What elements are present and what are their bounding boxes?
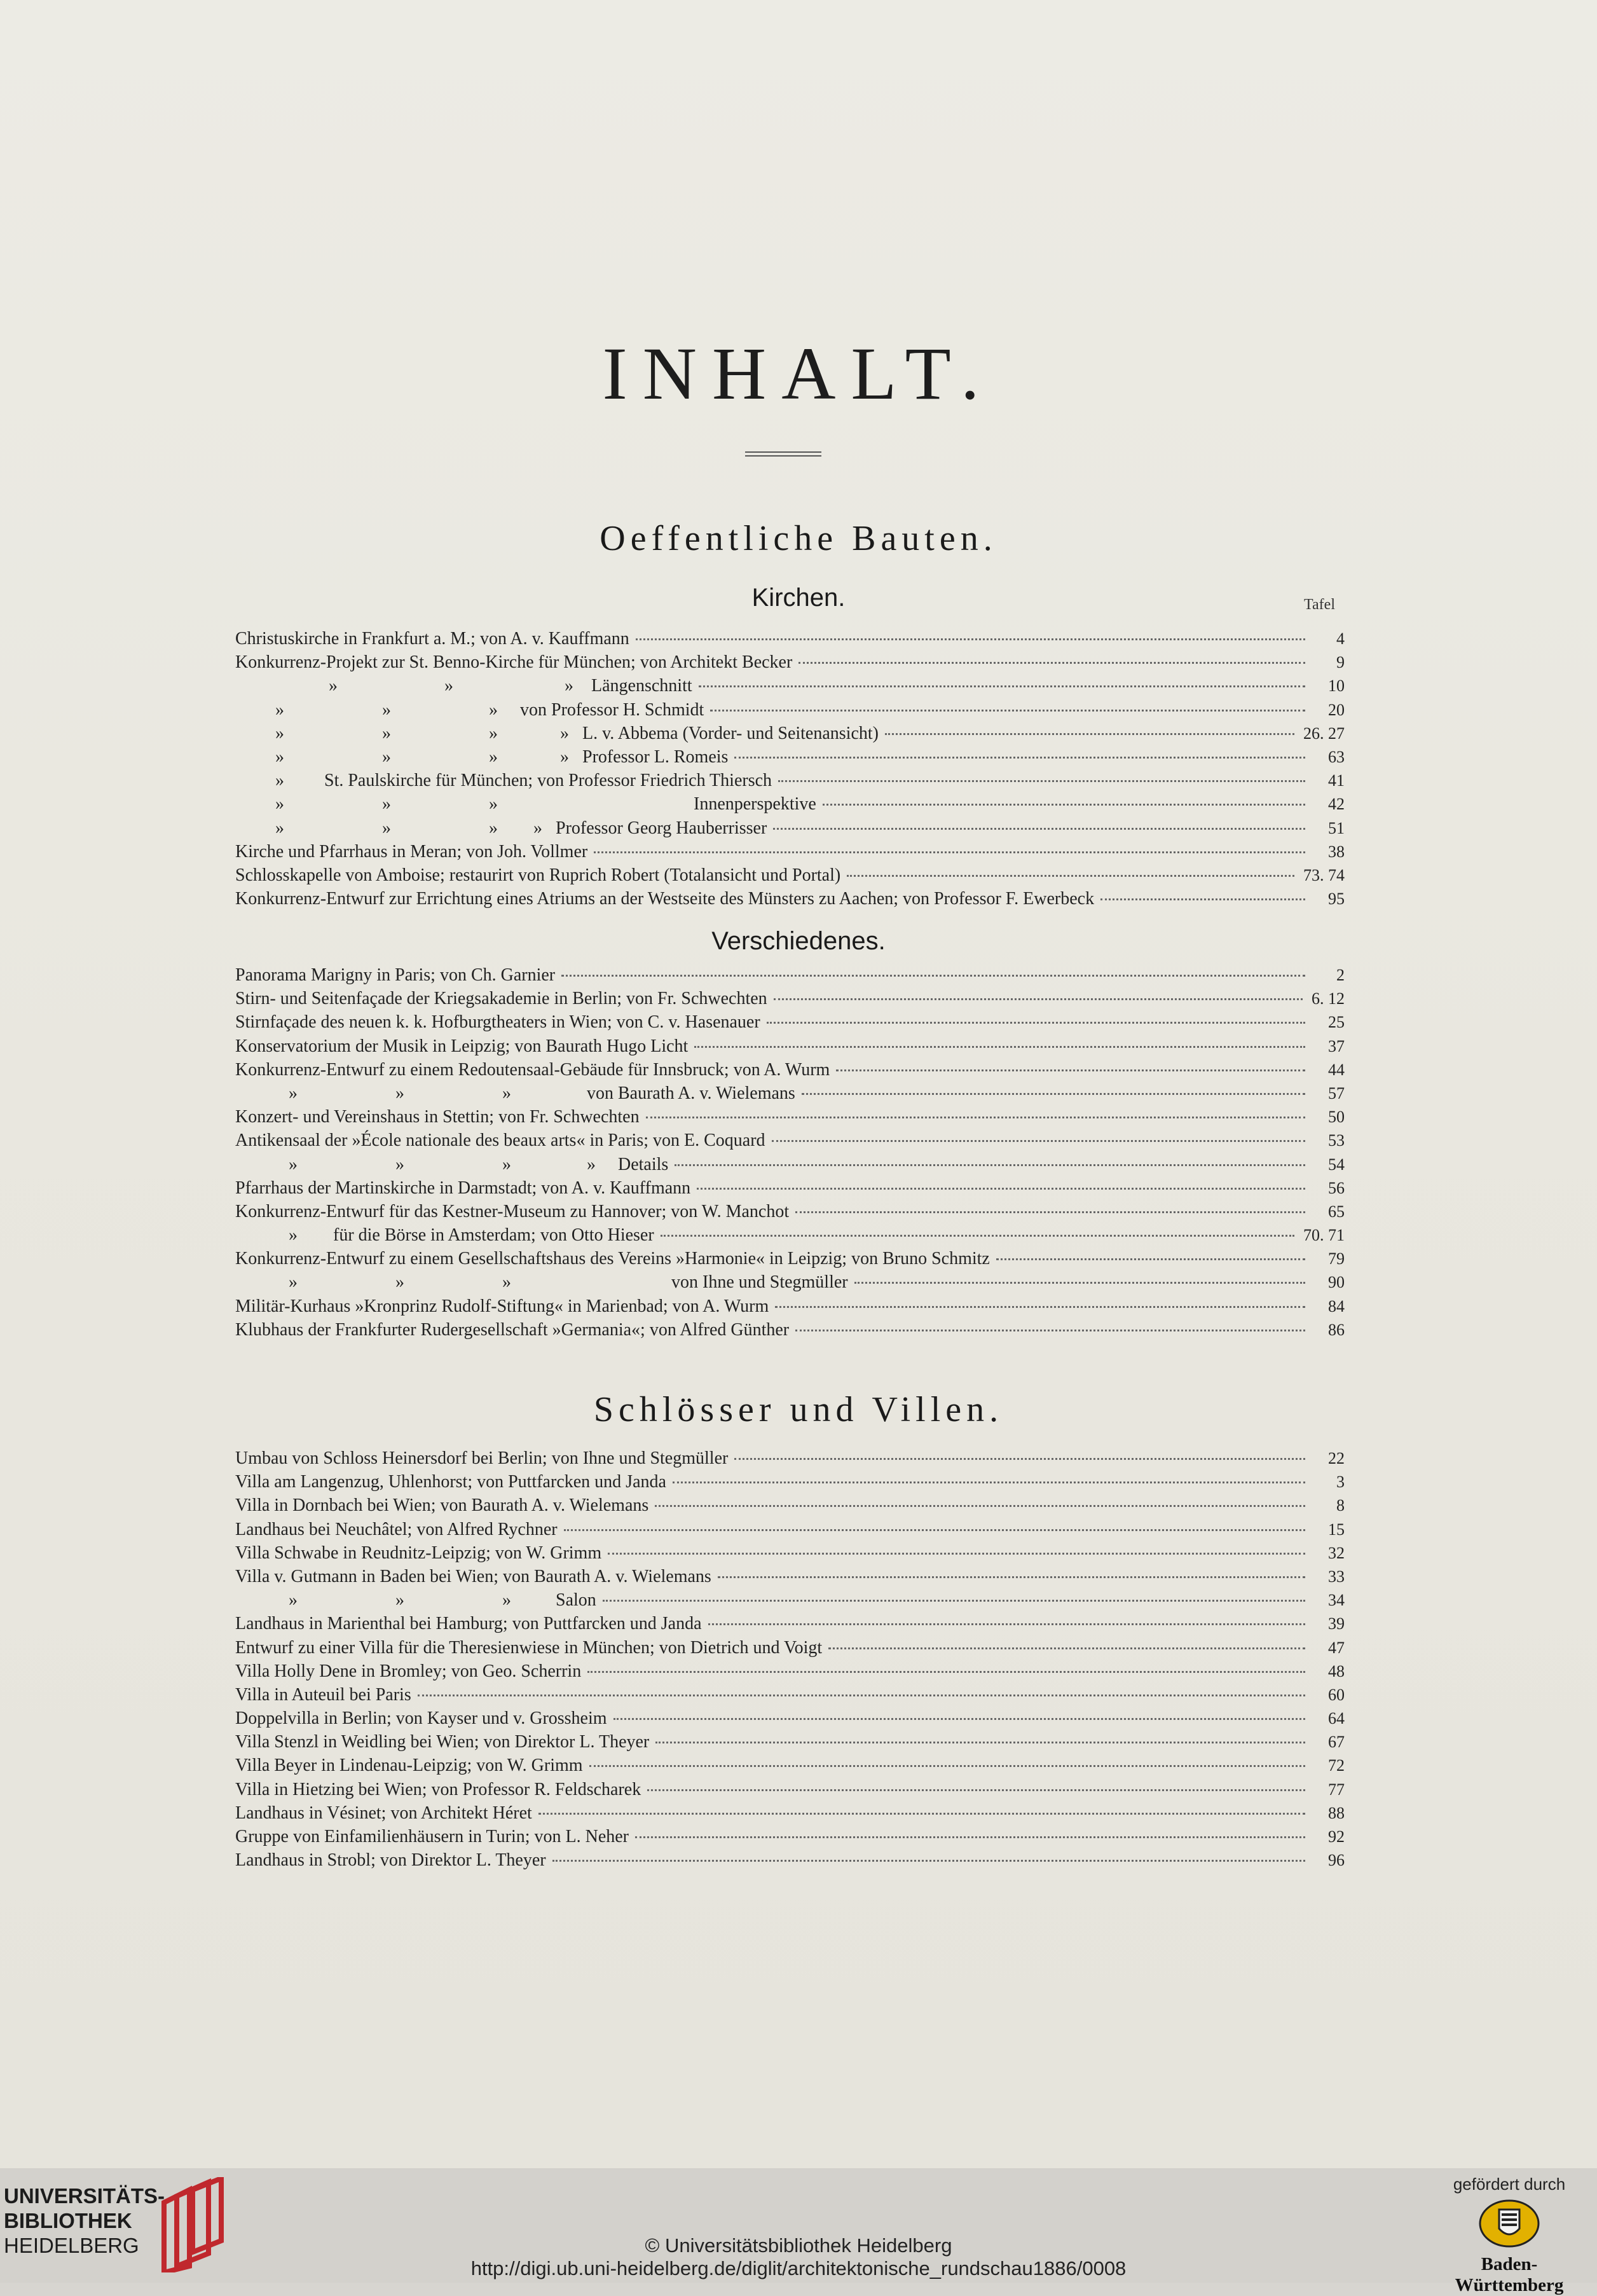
toc-entry-title: » » » von Professor H. Schmidt bbox=[235, 699, 704, 720]
library-name-line: BIBLIOTHEK bbox=[4, 2209, 132, 2232]
toc-entry-title: Konservatorium der Musik in Leipzig; von Baurath Hugo Licht bbox=[235, 1036, 689, 1056]
toc-entry bbox=[235, 1010, 1345, 1034]
dot-leader bbox=[661, 1234, 1294, 1237]
toc-entry-title: Doppelvilla in Berlin; von Kayser und v. Grossheim bbox=[235, 1708, 607, 1729]
toc-entry-plate-number: 57 bbox=[1328, 1083, 1345, 1103]
dot-leader bbox=[795, 1210, 1305, 1213]
toc-entry-title: Konkurrenz-Entwurf zu einem Gesellschaftshaus des Vereins »Harmonie« in Leipzig; von Bruno Schmitz bbox=[235, 1249, 990, 1269]
library-name-line: HEIDELBERG bbox=[4, 2234, 139, 2257]
toc-entry-plate-number: 25 bbox=[1328, 1013, 1345, 1032]
toc-entry-plate-number: 33 bbox=[1328, 1567, 1345, 1586]
dot-leader bbox=[418, 1693, 1305, 1696]
section-heading-oeffentliche-bauten: Oeffentliche Bauten. bbox=[600, 519, 997, 558]
toc-entry-title: » St. Paulskirche für München; von Professor Friedrich Thiersch bbox=[235, 771, 772, 791]
dot-leader bbox=[718, 1575, 1305, 1578]
toc-entry bbox=[235, 1318, 1345, 1342]
coat-of-arms-icon bbox=[1477, 2198, 1541, 2249]
toc-entry bbox=[235, 1200, 1345, 1223]
toc-entry-title: » » » » L. v. Abbema (Vorder- und Seitenansicht) bbox=[235, 723, 879, 743]
toc-list-kirchen bbox=[235, 627, 1345, 911]
toc-entry-title: Villa Beyer in Lindenau-Leipzig; von W. Grimm bbox=[235, 1756, 583, 1776]
dot-leader bbox=[795, 1328, 1305, 1331]
toc-entry-title: Stirn- und Seitenfaçade der Kriegsakademie in Berlin; von Fr. Schwechten bbox=[235, 989, 767, 1009]
toc-entry bbox=[235, 887, 1345, 911]
toc-list-schloesser-villen bbox=[235, 1447, 1345, 1872]
dot-leader bbox=[697, 1186, 1305, 1190]
toc-entry bbox=[235, 1518, 1345, 1541]
toc-entry bbox=[235, 1035, 1345, 1058]
toc-entry-title: Konkurrenz-Entwurf für das Kestner-Museum zu Hannover; von W. Manchot bbox=[235, 1201, 790, 1221]
dot-leader bbox=[823, 802, 1305, 806]
dot-leader bbox=[673, 1480, 1305, 1483]
title-ornament-rule bbox=[745, 451, 821, 457]
toc-entry-title: Villa in Dornbach bei Wien; von Baurath A. v. Wielemans bbox=[235, 1495, 649, 1516]
toc-entry-plate-number: 54 bbox=[1328, 1155, 1345, 1174]
toc-entry-plate-number: 65 bbox=[1328, 1202, 1345, 1221]
dot-leader bbox=[589, 1764, 1305, 1767]
toc-entry bbox=[235, 840, 1345, 863]
toc-entry-title: » » » Längenschnitt bbox=[235, 676, 692, 696]
dot-leader bbox=[772, 1139, 1305, 1142]
toc-entry-plate-number: 64 bbox=[1328, 1709, 1345, 1728]
toc-entry-plate-number: 39 bbox=[1328, 1614, 1345, 1633]
sponsor-name: Baden-Württemberg bbox=[1455, 2254, 1564, 2295]
sponsor-block[interactable] bbox=[1439, 2175, 1579, 2296]
toc-entry bbox=[235, 1082, 1345, 1105]
dot-leader bbox=[1100, 897, 1305, 900]
dot-leader bbox=[854, 1281, 1305, 1284]
viewer-footer bbox=[0, 2168, 1597, 2295]
copyright-notice: © Universitätsbibliothek Heidelberg bbox=[645, 2234, 952, 2257]
toc-entry-title: Panorama Marigny in Paris; von Ch. Garnier bbox=[235, 965, 556, 985]
toc-entry bbox=[235, 1660, 1345, 1683]
toc-entry bbox=[235, 1295, 1345, 1318]
dot-leader bbox=[885, 732, 1294, 735]
toc-entry-title: Umbau von Schloss Heinersdorf bei Berlin; von Ihne und Stegmüller bbox=[235, 1448, 729, 1468]
toc-entry bbox=[235, 1683, 1345, 1707]
toc-entry-title: » » » Innenperspektive bbox=[235, 794, 816, 815]
toc-entry-title: Konkurrenz-Entwurf zu einem Redoutensaal-Gebäude für Innsbruck; von A. Wurm bbox=[235, 1059, 830, 1080]
dot-leader bbox=[828, 1646, 1305, 1649]
dot-leader bbox=[552, 1859, 1305, 1862]
toc-entry-title: Konkurrenz-Projekt zur St. Benno-Kirche für München; von Architekt Becker bbox=[235, 652, 793, 673]
toc-entry bbox=[235, 627, 1345, 650]
dot-leader bbox=[675, 1163, 1305, 1166]
toc-entry bbox=[235, 1541, 1345, 1565]
toc-entry-plate-number: 56 bbox=[1328, 1178, 1345, 1197]
toc-entry bbox=[235, 1176, 1345, 1200]
dot-leader bbox=[798, 661, 1305, 664]
toc-entry bbox=[235, 1825, 1345, 1848]
toc-entry bbox=[235, 1588, 1345, 1612]
dot-leader bbox=[778, 779, 1305, 782]
toc-entry bbox=[235, 987, 1345, 1010]
dot-leader bbox=[647, 1788, 1305, 1791]
toc-entry bbox=[235, 674, 1345, 698]
toc-entry-title: Schlosskapelle von Amboise; restaurirt von Ruprich Robert (Totalansicht und Portal) bbox=[235, 865, 841, 885]
toc-entry-plate-number: 15 bbox=[1328, 1520, 1345, 1539]
permalink-url[interactable]: http://digi.ub.uni-heidelberg.de/diglit/architektonische_rundschau1886/0008 bbox=[470, 2257, 1127, 2279]
toc-entry-plate-number: 26. 27 bbox=[1303, 724, 1345, 743]
toc-entry-plate-number: 95 bbox=[1328, 890, 1345, 909]
toc-entry-title: Villa v. Gutmann in Baden bei Wien; von Baurath A. v. Wielemans bbox=[235, 1566, 711, 1586]
dot-leader bbox=[655, 1504, 1305, 1507]
toc-entry-title: Konzert- und Vereinshaus in Stettin; von Fr. Schwechten bbox=[235, 1107, 640, 1127]
dot-leader bbox=[587, 1670, 1305, 1673]
toc-entry-title: Konkurrenz-Entwurf zur Errichtung eines Atriums an der Westseite des Münsters zu Aachen; von Professor F. Ewerbeck bbox=[235, 889, 1095, 909]
toc-entry-title: » für die Börse in Amsterdam; von Otto Hieser bbox=[235, 1225, 654, 1246]
dot-leader bbox=[603, 1598, 1305, 1602]
toc-entry-plate-number: 84 bbox=[1328, 1296, 1345, 1316]
toc-entry-title: » » » von Baurath A. v. Wielemans bbox=[235, 1083, 795, 1103]
toc-entry-plate-number: 67 bbox=[1328, 1733, 1345, 1752]
toc-entry-title: Villa Stenzl in Weidling bei Wien; von Direktor L. Theyer bbox=[235, 1732, 650, 1752]
toc-entry bbox=[235, 792, 1345, 816]
dot-leader bbox=[636, 637, 1305, 640]
toc-entry-title: Villa in Auteuil bei Paris bbox=[235, 1684, 411, 1705]
toc-entry bbox=[235, 816, 1345, 840]
toc-entry bbox=[235, 1223, 1345, 1247]
toc-entry-title: Gruppe von Einfamilienhäusern in Turin; von L. Neher bbox=[235, 1827, 629, 1846]
toc-entry-title: Klubhaus der Frankfurter Rudergesellschaft »Germania«; von Alfred Günther bbox=[235, 1319, 790, 1340]
section-heading-schloesser-und-villen: Schlösser und Villen. bbox=[593, 1390, 1004, 1429]
toc-entry-plate-number: 32 bbox=[1328, 1543, 1345, 1562]
toc-entry bbox=[235, 1636, 1345, 1660]
dot-leader bbox=[594, 850, 1305, 853]
toc-entry bbox=[235, 769, 1345, 792]
page-title: INHALT. bbox=[602, 332, 995, 415]
toc-entry bbox=[235, 1707, 1345, 1730]
dot-leader bbox=[775, 1305, 1305, 1308]
toc-entry-plate-number: 92 bbox=[1328, 1827, 1345, 1846]
dot-leader bbox=[802, 1092, 1305, 1095]
toc-entry-plate-number: 6. 12 bbox=[1312, 989, 1345, 1008]
toc-entry bbox=[235, 1247, 1345, 1270]
toc-entry-title: Stirnfaçade des neuen k. k. Hofburgtheaters in Wien; von C. v. Hasenauer bbox=[235, 1012, 760, 1033]
dot-leader bbox=[699, 684, 1305, 687]
toc-entry-plate-number: 3 bbox=[1336, 1473, 1345, 1492]
dot-leader bbox=[613, 1717, 1305, 1720]
toc-entry bbox=[235, 1565, 1345, 1588]
toc-entry bbox=[235, 1848, 1345, 1872]
toc-entry-plate-number: 41 bbox=[1328, 771, 1345, 790]
toc-entry-plate-number: 10 bbox=[1328, 677, 1345, 696]
toc-entry-title: » » » » Professor Georg Hauberrisser bbox=[235, 818, 767, 838]
toc-entry-plate-number: 63 bbox=[1328, 747, 1345, 766]
dot-leader bbox=[694, 1045, 1305, 1048]
toc-entry bbox=[235, 745, 1345, 769]
dot-leader bbox=[996, 1257, 1305, 1260]
toc-entry bbox=[235, 963, 1345, 987]
toc-entry-plate-number: 72 bbox=[1328, 1756, 1345, 1775]
toc-entry-title: Christuskirche in Frankfurt a. M.; von A. v. Kauffmann bbox=[235, 629, 629, 649]
toc-entry bbox=[235, 1494, 1345, 1517]
toc-entry bbox=[235, 1470, 1345, 1494]
toc-entry-title: Militär-Kurhaus »Kronprinz Rudolf-Stiftung« in Marienbad; von A. Wurm bbox=[235, 1296, 769, 1316]
toc-entry-title: » » » » Professor L. Romeis bbox=[235, 746, 729, 767]
toc-entry bbox=[235, 698, 1345, 722]
toc-entry bbox=[235, 1058, 1345, 1082]
dot-leader bbox=[767, 1021, 1305, 1024]
toc-entry-plate-number: 38 bbox=[1328, 842, 1345, 861]
dot-leader bbox=[836, 1068, 1305, 1071]
toc-entry-title: » » » von Ihne und Stegmüller bbox=[235, 1272, 848, 1293]
toc-entry-plate-number: 42 bbox=[1328, 795, 1345, 814]
toc-entry-title: » » » » Details bbox=[235, 1154, 669, 1174]
toc-entry-plate-number: 44 bbox=[1328, 1060, 1345, 1079]
toc-entry-title: » » » Salon bbox=[235, 1590, 596, 1611]
toc-entry-title: Pfarrhaus der Martinskirche in Darmstadt; von A. v. Kauffmann bbox=[235, 1178, 691, 1198]
toc-entry-plate-number: 2 bbox=[1336, 966, 1345, 984]
toc-entry-plate-number: 34 bbox=[1328, 1591, 1345, 1610]
dot-leader bbox=[646, 1115, 1305, 1118]
toc-entry-plate-number: 4 bbox=[1336, 629, 1345, 648]
toc-entry bbox=[235, 1153, 1345, 1176]
toc-entry-plate-number: 37 bbox=[1328, 1036, 1345, 1055]
toc-entry-title: Landhaus in Vésinet; von Architekt Héret bbox=[235, 1803, 532, 1823]
dot-leader bbox=[773, 827, 1305, 830]
toc-entry-plate-number: 60 bbox=[1328, 1685, 1345, 1704]
sponsor-label: gefördert durch bbox=[1453, 2175, 1566, 2194]
toc-entry-plate-number: 20 bbox=[1328, 700, 1345, 719]
dot-leader bbox=[564, 1528, 1305, 1531]
dot-leader bbox=[708, 1622, 1305, 1625]
toc-entry-plate-number: 9 bbox=[1336, 653, 1345, 672]
library-name-line: UNIVERSITÄTS- bbox=[4, 2184, 165, 2208]
toc-entry bbox=[235, 650, 1345, 674]
toc-entry bbox=[235, 1105, 1345, 1129]
toc-entry-plate-number: 96 bbox=[1328, 1851, 1345, 1870]
toc-entry-title: Landhaus in Strobl; von Direktor L. Theyer bbox=[235, 1850, 546, 1871]
toc-entry-plate-number: 86 bbox=[1328, 1320, 1345, 1339]
toc-entry-plate-number: 90 bbox=[1328, 1273, 1345, 1292]
dot-leader bbox=[734, 755, 1305, 759]
toc-entry-title: Entwurf zu einer Villa für die Theresienwiese in München; von Dietrich und Voigt bbox=[235, 1637, 823, 1658]
toc-entry-plate-number: 48 bbox=[1328, 1661, 1345, 1681]
toc-entry bbox=[235, 1270, 1345, 1294]
toc-entry-plate-number: 53 bbox=[1328, 1131, 1345, 1150]
toc-entry-title: Antikensaal der »École nationale des beaux arts« in Paris; von E. Coquard bbox=[235, 1131, 765, 1151]
toc-entry bbox=[235, 863, 1345, 887]
toc-entry-plate-number: 22 bbox=[1328, 1449, 1345, 1468]
dot-leader bbox=[734, 1457, 1305, 1460]
dot-leader bbox=[847, 874, 1294, 877]
toc-entry-plate-number: 50 bbox=[1328, 1108, 1345, 1127]
toc-entry bbox=[235, 1612, 1345, 1635]
toc-entry bbox=[235, 1730, 1345, 1754]
toc-entry-title: Villa am Langenzug, Uhlenhorst; von Puttfarcken und Janda bbox=[235, 1472, 666, 1492]
toc-entry bbox=[235, 1447, 1345, 1470]
toc-entry-plate-number: 79 bbox=[1328, 1249, 1345, 1268]
toc-entry-plate-number: 47 bbox=[1328, 1638, 1345, 1657]
toc-entry-plate-number: 70. 71 bbox=[1303, 1226, 1345, 1245]
dot-leader bbox=[710, 708, 1305, 711]
toc-entry-plate-number: 73. 74 bbox=[1303, 865, 1345, 884]
toc-entry-title: Villa Holly Dene in Bromley; von Geo. Scherrin bbox=[235, 1661, 582, 1681]
toc-list-verschiedenes bbox=[235, 963, 1345, 1342]
dot-leader bbox=[774, 997, 1303, 1000]
subsection-heading-verschiedenes: Verschiedenes. bbox=[711, 927, 886, 955]
toc-entry bbox=[235, 1778, 1345, 1801]
dot-leader bbox=[561, 973, 1305, 977]
dot-leader bbox=[608, 1551, 1305, 1555]
toc-entry bbox=[235, 722, 1345, 745]
toc-entry-plate-number: 51 bbox=[1328, 818, 1345, 837]
toc-entry-title: Villa in Hietzing bei Wien; von Professor R. Feldscharek bbox=[235, 1779, 641, 1799]
toc-entry-title: Villa Schwabe in Reudnitz-Leipzig; von W. Grimm bbox=[235, 1543, 602, 1563]
dot-leader bbox=[655, 1740, 1305, 1743]
toc-entry bbox=[235, 1754, 1345, 1777]
toc-entry-plate-number: 77 bbox=[1328, 1780, 1345, 1799]
toc-entry-title: Landhaus in Marienthal bei Hamburg; von Puttfarcken und Janda bbox=[235, 1614, 702, 1634]
subsection-heading-kirchen: Kirchen. bbox=[751, 584, 846, 612]
toc-entry bbox=[235, 1129, 1345, 1152]
toc-entry-title: Kirche und Pfarrhaus in Meran; von Joh. Vollmer bbox=[235, 841, 588, 862]
tafel-column-label: Tafel bbox=[1304, 596, 1335, 613]
toc-entry-title: Landhaus bei Neuchâtel; von Alfred Rychner bbox=[235, 1519, 558, 1539]
toc-entry-plate-number: 8 bbox=[1336, 1496, 1345, 1515]
dot-leader bbox=[538, 1811, 1305, 1815]
toc-entry-plate-number: 88 bbox=[1328, 1803, 1345, 1822]
dot-leader bbox=[635, 1835, 1305, 1838]
toc-entry bbox=[235, 1801, 1345, 1825]
